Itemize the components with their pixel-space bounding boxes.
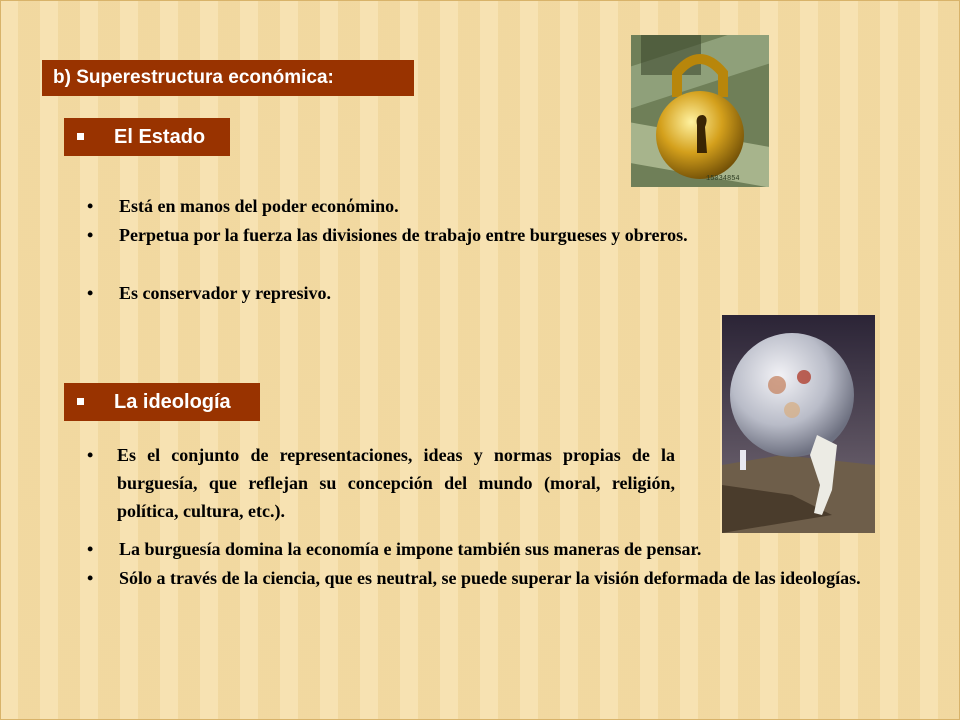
svg-text:15034854: 15034854 [706,175,740,183]
money-lock-image [631,35,769,187]
list-item [87,221,871,277]
bullet-icon: • [87,539,94,559]
list-item [87,441,675,525]
list-item [87,535,909,563]
bullet-text: La burguesía domina la economía e impone también sus maneras de pensar. [119,539,702,559]
list-item [87,192,871,220]
section-el-estado [64,118,230,156]
bullet-text: Es el conjunto de representaciones, ideas y normas propias de la burguesía, que reflejan su concepción del mundo (moral, religión, política, cultura, etc.). [117,445,675,521]
section-label: La ideología [114,391,231,413]
bullet-icon: • [87,283,94,303]
square-bullet-icon [77,133,84,140]
globe-carrier-image [722,315,875,533]
bullet-text: Es conservador y represivo. [119,283,331,303]
bullet-text: Está en manos del poder econόmino. [119,196,399,216]
bullet-icon: • [87,445,94,465]
bullet-text: Sólo a través de la ciencia, que es neutral, se puede superar la visión deformada de las ideologías. [119,568,861,588]
bullet-icon: • [87,568,94,588]
list-item [87,279,871,307]
bullet-text: Perpetua por la fuerza las divisiones de trabajo entre burgueses y obreros. [119,225,688,245]
section-la-ideologia [64,383,260,421]
bullet-icon: • [87,196,94,216]
section-label: El Estado [114,126,206,148]
square-bullet-icon [77,398,84,405]
bullet-icon: • [87,225,94,245]
list-item [87,564,909,620]
slide-title: b) Superestructura económica: [42,60,414,96]
